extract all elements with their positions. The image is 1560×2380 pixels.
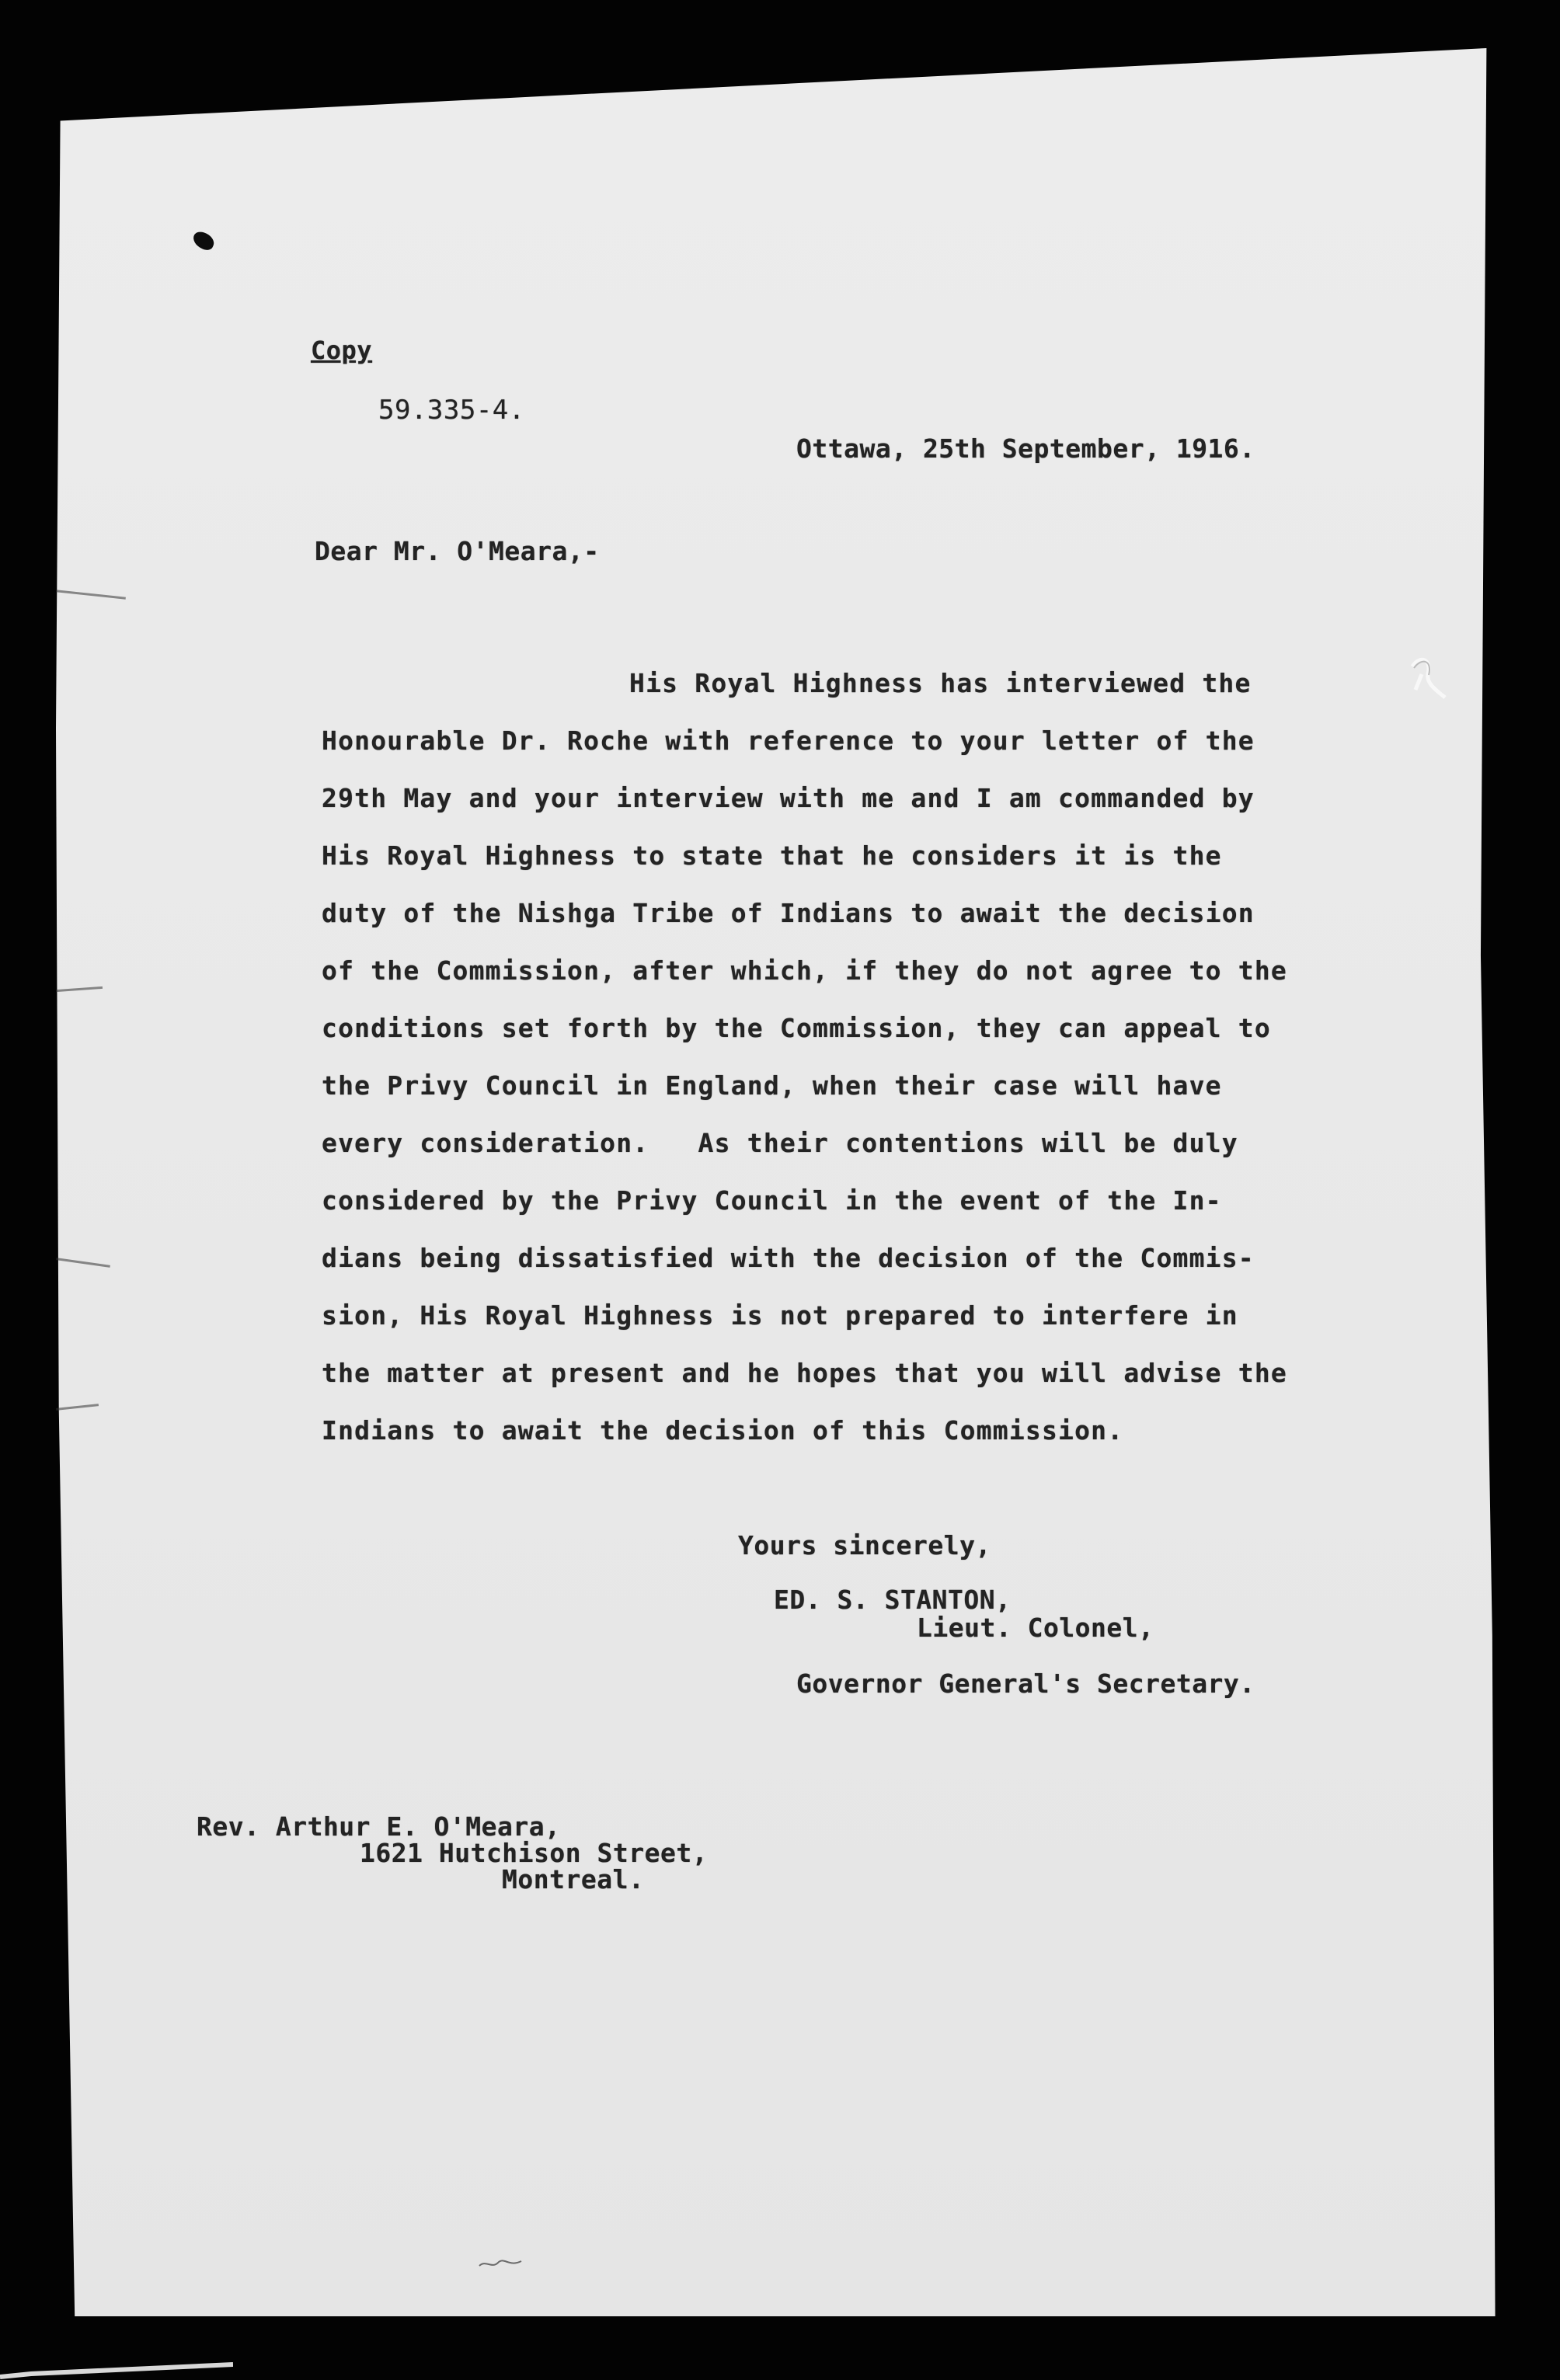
body-line: His Royal Highness to state that he considers it is the (322, 840, 1222, 871)
letter-sheet (56, 48, 1501, 2316)
body-line: His Royal Highness has interviewed the (629, 668, 1252, 698)
signature-rank: Lieut. Colonel, (917, 1613, 1154, 1643)
body-line: Honourable Dr. Roche with reference to your letter of the (322, 725, 1255, 756)
file-number: 59.335-4. (378, 395, 525, 426)
scan-corner-mark (0, 2354, 233, 2380)
body-line: of the Commission, after which, if they do not agree to the (322, 955, 1287, 986)
body-line: dians being dissatisfied with the decision of the Commis- (322, 1243, 1255, 1273)
body-line: the matter at present and he hopes that you will advise the (322, 1358, 1287, 1388)
body-line: Indians to await the decision of this Commission. (322, 1415, 1124, 1446)
body-line: every consideration. As their contentions will be duly (322, 1128, 1238, 1158)
staple-mark (1405, 651, 1451, 713)
recipient-street: 1621 Hutchison Street, (360, 1838, 709, 1868)
body-line: conditions set forth by the Commission, they can appeal to (322, 1013, 1271, 1043)
body-line: considered by the Privy Council in the event of the In- (322, 1185, 1222, 1216)
body-line: 29th May and your interview with me and I am commanded by (322, 783, 1255, 813)
body-line: the Privy Council in England, when their case will have (322, 1070, 1222, 1101)
body-line: duty of the Nishga Tribe of Indians to await the decision (322, 898, 1255, 928)
copy-label: Copy (311, 336, 373, 365)
signature-title: Governor General's Secretary. (796, 1668, 1255, 1699)
ink-scribble (478, 2256, 524, 2272)
recipient-city: Montreal. (502, 1864, 645, 1895)
body-line: sion, His Royal Highness is not prepared to interfere in (322, 1300, 1238, 1331)
closing: Yours sincerely, (738, 1530, 991, 1561)
signature-name: ED. S. STANTON, (774, 1585, 1012, 1615)
recipient-name: Rev. Arthur E. O'Meara, (197, 1811, 561, 1842)
salutation: Dear Mr. O'Meara,- (315, 536, 600, 566)
date-line: Ottawa, 25th September, 1916. (796, 433, 1255, 464)
